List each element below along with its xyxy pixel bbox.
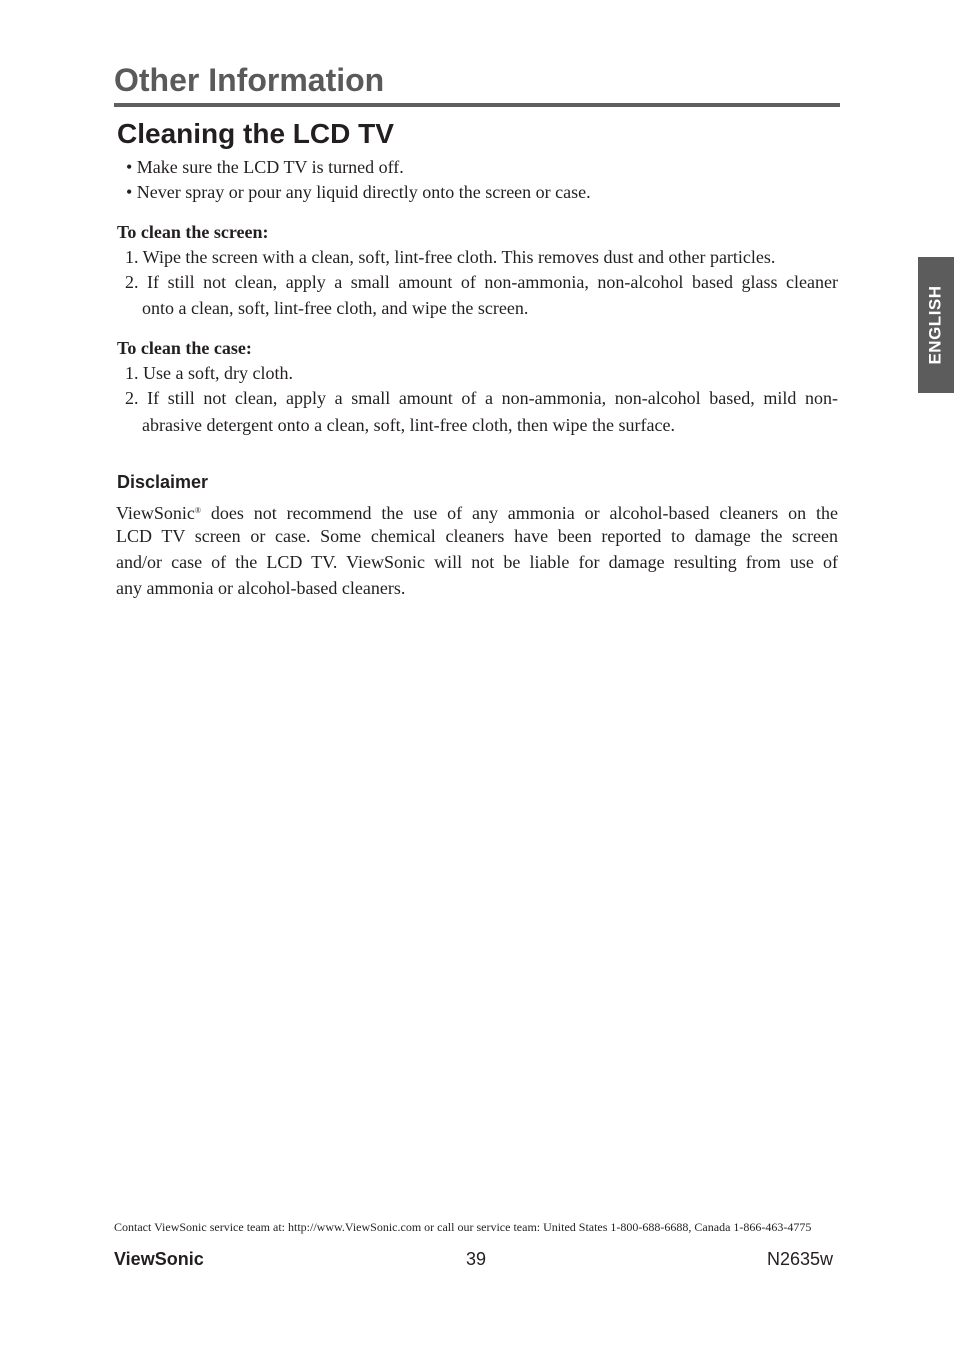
page-number: 39 [466,1249,487,1269]
title-divider [114,103,840,107]
disclaimer-text: does not recommend the use of any ammonia or alcohol-based cleaners on the [201,503,838,523]
case-step-1: 1. Use a soft, dry cloth. [125,363,293,383]
disclaimer-line-1 [116,498,838,527]
registered-mark: ® [194,506,201,515]
disclaimer-line-3: and/or case of the LCD TV. ViewSonic will not be liable for damage resulting from use of [116,552,838,572]
screen-step-2-line-2: onto a clean, soft, lint-free cloth, and wipe the screen. [142,298,529,318]
section-title: Other Information [114,62,385,98]
case-step-2-line-1: 2. If still not clean, apply a small amount of a non-ammonia, non-alcohol based, mild non- [125,388,838,408]
bullet-item: • Never spray or pour any liquid directly onto the screen or case. [126,182,591,202]
model-number: N2635w [767,1249,834,1269]
language-tab-label: ENGLISH [926,285,945,365]
footer-brand: ViewSonic [114,1249,204,1269]
case-cleaning-heading: To clean the case: [117,338,252,358]
page-title: Cleaning the LCD TV [117,118,394,149]
disclaimer-line-4: any ammonia or alcohol-based cleaners. [116,578,406,598]
contact-info: Contact ViewSonic service team at: http://www.ViewSonic.com or call our service team: United States 1-800-688-6688, Canada 1-866-463-4775 [114,1220,812,1234]
screen-cleaning-heading: To clean the screen: [117,222,269,242]
screen-step-2-line-1: 2. If still not clean, apply a small amount of non-ammonia, non-alcohol based glass cleaner [125,272,838,292]
language-tab [918,257,954,393]
screen-step-1: 1. Wipe the screen with a clean, soft, lint-free cloth. This removes dust and other particles. [125,247,776,267]
brand-name: ViewSonic [116,503,195,523]
case-step-2-line-2: abrasive detergent onto a clean, soft, lint-free cloth, then wipe the surface. [142,415,675,435]
disclaimer-line-2: LCD TV screen or case. Some chemical cleaners have been reported to damage the screen [116,526,838,546]
bullet-item: • Make sure the LCD TV is turned off. [126,157,404,177]
disclaimer-heading: Disclaimer [117,472,209,492]
